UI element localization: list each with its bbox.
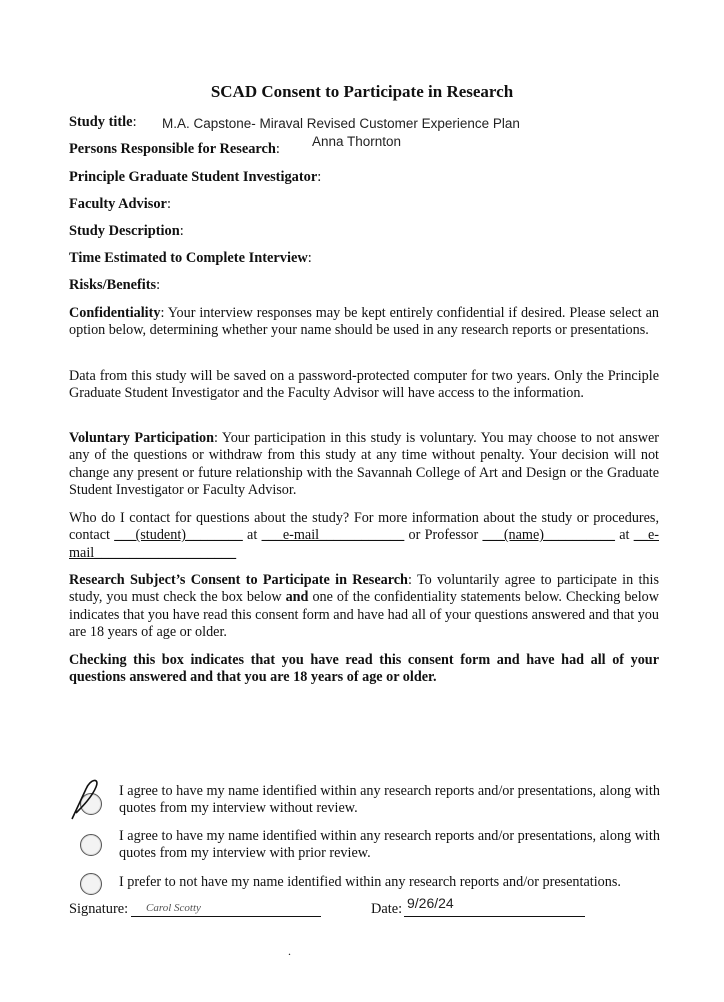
check-mark-icon (70, 777, 110, 825)
confidentiality-paragraph: Confidentiality: Your interview responses may be kept entirely confidential if desired. Please select an option below, determining whether your name should be used in any research reports or presentations. (69, 305, 659, 339)
pgsi-field: Principle Graduate Student Investigator: (69, 169, 322, 185)
checkbox-statement: Checking this box indicates that you have read this consent form and have had all of your questions answered and that you are 18 years of age or older. (69, 652, 659, 686)
time-estimate-field: Time Estimated to Complete Interview: (69, 250, 312, 266)
page-title: SCAD Consent to Participate in Research (210, 82, 514, 101)
voluntary-participation-paragraph: Voluntary Participation: Your participation in this study is voluntary. You may choose to not answer any of the questions or withdraw from this study at any time without penalty. Your decision will not change any present or future relationship with the Savannah College of Art and Design or the Graduate Student Investigator or Faculty Advisor. (69, 430, 659, 499)
signature-line[interactable] (131, 916, 321, 917)
signature-label: Signature: (69, 901, 129, 917)
option-label: I agree to have my name identified within any research reports and/or presentations, along with quotes from my interview with prior review. (119, 828, 660, 862)
data-storage-paragraph: Data from this study will be saved on a password-protected computer for two years. Only the Principle Graduate Student Investigator and the Faculty Advisor will have access to the information. (69, 368, 659, 402)
persons-responsible-field: Persons Responsible for Research: (69, 141, 280, 157)
persons-responsible-value[interactable]: Anna Thornton (312, 134, 402, 149)
radio-button[interactable] (80, 834, 102, 856)
radio-button[interactable] (80, 873, 102, 895)
study-title-value[interactable]: M.A. Capstone- Miraval Revised Customer Experience Plan (162, 116, 520, 131)
date-line[interactable] (404, 916, 585, 917)
option-label: I agree to have my name identified within any research reports and/or presentations, along with quotes from my interview without review. (119, 783, 660, 817)
date-value[interactable]: 9/26/24 (407, 895, 454, 911)
date-label: Date: (371, 901, 403, 917)
signature-value[interactable]: Carol Scotty (146, 902, 201, 914)
faculty-advisor-field: Faculty Advisor: (69, 196, 171, 212)
option-label: I prefer to not have my name identified within any research reports and/or presentations. (119, 874, 621, 890)
contact-paragraph: Who do I contact for questions about the study? For more information about the study or procedures, contact ___(student)________ at ___e-mail____________ or Professor ___(name)__________ at __e-mail____________________ (69, 510, 659, 561)
risks-benefits-field: Risks/Benefits: (69, 277, 161, 293)
footer-mark: . (288, 944, 291, 958)
study-title-field: Study title: (69, 114, 137, 130)
research-consent-paragraph: Research Subject’s Consent to Participate in Research: To voluntarily agree to participate in this study, you must check the box below and one of the confidentiality statements below. Checking below indicates that you have read this consent form and have had all of your questions answered and that you are 18 years of age or older. (69, 572, 660, 641)
study-description-field: Study Description: (69, 223, 184, 239)
